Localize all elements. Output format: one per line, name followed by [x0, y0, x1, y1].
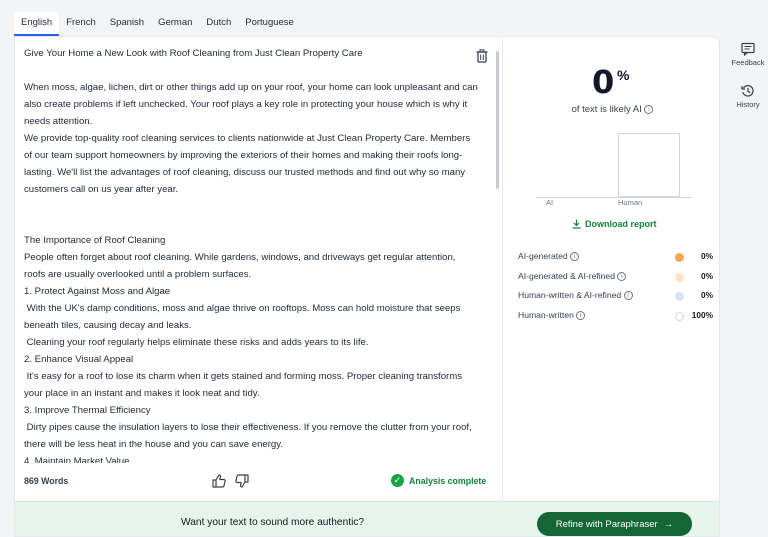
feedback-icon	[741, 42, 755, 56]
legend-label-text: AI-generated & AI-refined	[518, 270, 615, 281]
bar-label-human: Human	[618, 198, 643, 207]
editor-paragraph	[24, 62, 479, 79]
thumbs-up-icon[interactable]	[211, 473, 227, 489]
history-button[interactable]	[727, 84, 768, 109]
download-icon	[572, 219, 581, 229]
editor-paragraph: 2. Enhance Visual Appeal	[24, 354, 134, 365]
editor-paragraph: People often forget about roof cleaning. While gardens, windows, and driveways get regular attention, roofs are usually overlooked until a problem surfaces.	[24, 252, 459, 280]
legend-swatch	[675, 253, 684, 262]
editor-paragraph: Cleaning your roof regularly helps eliminate these risks and adds years to its life.	[24, 337, 369, 348]
legend-label	[518, 251, 579, 261]
legend-value: 0%	[701, 290, 713, 300]
legend-label-text: Human-written	[518, 309, 574, 320]
legend-row	[518, 310, 713, 330]
legend-label-text: Human-written & AI-refined	[518, 290, 622, 300]
editor-paragraph: It's easy for a roof to lose its charm when it gets stained and forming moss. Proper cleaning transforms your place in an instant and makes it look neat and tidy.	[24, 371, 465, 399]
legend-label-text: AI-generated	[518, 251, 568, 261]
editor-paragraph: 3. Improve Thermal Efficiency	[24, 405, 151, 416]
info-icon[interactable]: i	[644, 105, 653, 114]
detector-card	[14, 36, 720, 537]
editor-paragraph: 4. Maintain Market Value	[24, 456, 130, 463]
info-icon[interactable]: i	[570, 252, 579, 261]
ai-percent-value: 0	[592, 63, 615, 101]
editor-paragraph: The Importance of Roof Cleaning	[24, 235, 166, 246]
editor-paragraph: We provide top-quality roof cleaning services to clients nationwide at Just Clean Property Care. Members of our team support homeowners by improving the exteriors of their homes and making their roofs long-lasting. We'll list the advantages of roof cleaning, discuss our trusted methods and find out why so many customers call on us year after year.	[24, 133, 473, 195]
editor-paragraph: When moss, algae, lichen, dirt or other things add up on your roof, your home can look unpleasant and can also create problems if left unchecked. Your roof plays a key role in protecting your house which is why it needs attention.	[24, 82, 478, 127]
editor-footer	[15, 469, 503, 495]
editor-paragraph	[24, 198, 479, 215]
results-panel	[504, 37, 720, 501]
info-icon[interactable]: i	[617, 272, 626, 281]
tab-english[interactable]: English	[14, 12, 59, 36]
legend-row	[518, 251, 713, 271]
editor-paragraph: With the UK's damp conditions, moss and algae thrive on rooftops. Moss can hold moisture that seeps beneath tiles, causing decay and leaks.	[24, 303, 464, 331]
legend-swatch	[675, 273, 684, 282]
legend-swatch	[675, 292, 684, 301]
info-icon[interactable]: i	[624, 291, 633, 300]
ai-human-bar-chart	[536, 131, 692, 207]
tab-portuguese[interactable]: Portuguese	[245, 17, 294, 28]
legend-swatch	[675, 312, 684, 321]
document-title: Give Your Home a New Look with Roof Cleaning from Just Clean Property Care	[24, 48, 363, 59]
thumbs-down-icon[interactable]	[234, 473, 250, 489]
tab-spanish[interactable]: Spanish	[109, 17, 145, 28]
text-editor[interactable]	[24, 45, 479, 463]
ai-percent-caption-text: of text is likely AI	[571, 104, 642, 115]
legend-label	[518, 310, 585, 320]
legend-value: 0%	[701, 270, 713, 281]
editor-paragraph	[24, 215, 479, 232]
analysis-status	[391, 474, 486, 487]
legend-row	[518, 290, 713, 310]
legend-row	[518, 271, 713, 291]
ai-percent-sign: %	[617, 67, 630, 83]
check-circle-icon: ✓	[391, 474, 404, 487]
history-icon	[741, 84, 755, 98]
trash-icon[interactable]	[476, 49, 488, 63]
arrow-right-icon: →	[663, 518, 674, 530]
result-legend	[518, 251, 713, 329]
word-count: 869 Words	[24, 476, 69, 486]
refine-with-paraphraser-button[interactable]	[537, 512, 692, 536]
ai-percent-caption	[504, 104, 720, 115]
tab-german[interactable]: German	[158, 17, 193, 28]
refine-button-label: Refine with Paraphraser	[555, 518, 658, 530]
legend-label	[518, 271, 626, 281]
text-editor-panel	[15, 37, 503, 501]
bar-human	[618, 133, 680, 197]
feedback-label: Feedback	[731, 58, 765, 67]
info-icon[interactable]: i	[576, 311, 585, 320]
history-label: History	[736, 100, 760, 109]
paraphraser-banner	[15, 501, 720, 537]
legend-value: 100%	[691, 309, 713, 320]
download-report-link[interactable]	[572, 219, 657, 229]
editor-paragraph: Dirty pipes cause the insulation layers to lose their effectiveness. If you remove the clutter from your roof, there will be less heat in the house and you can save energy.	[24, 422, 475, 450]
legend-value: 0%	[701, 251, 713, 261]
legend-label	[518, 290, 633, 300]
chart-x-axis	[536, 197, 692, 198]
language-tabs	[14, 12, 301, 36]
tab-french[interactable]: French	[66, 17, 96, 28]
editor-scrollbar[interactable]	[496, 51, 499, 189]
editor-paragraph: 1. Protect Against Moss and Algae	[24, 286, 171, 297]
feedback-button[interactable]	[727, 42, 768, 67]
analysis-status-label: Analysis complete	[409, 475, 487, 486]
tab-dutch[interactable]: Dutch	[206, 17, 232, 28]
paraphraser-prompt: Want your text to sound more authentic?	[181, 517, 365, 528]
bar-label-ai: AI	[546, 198, 554, 207]
download-report-label: Download report	[585, 219, 657, 229]
